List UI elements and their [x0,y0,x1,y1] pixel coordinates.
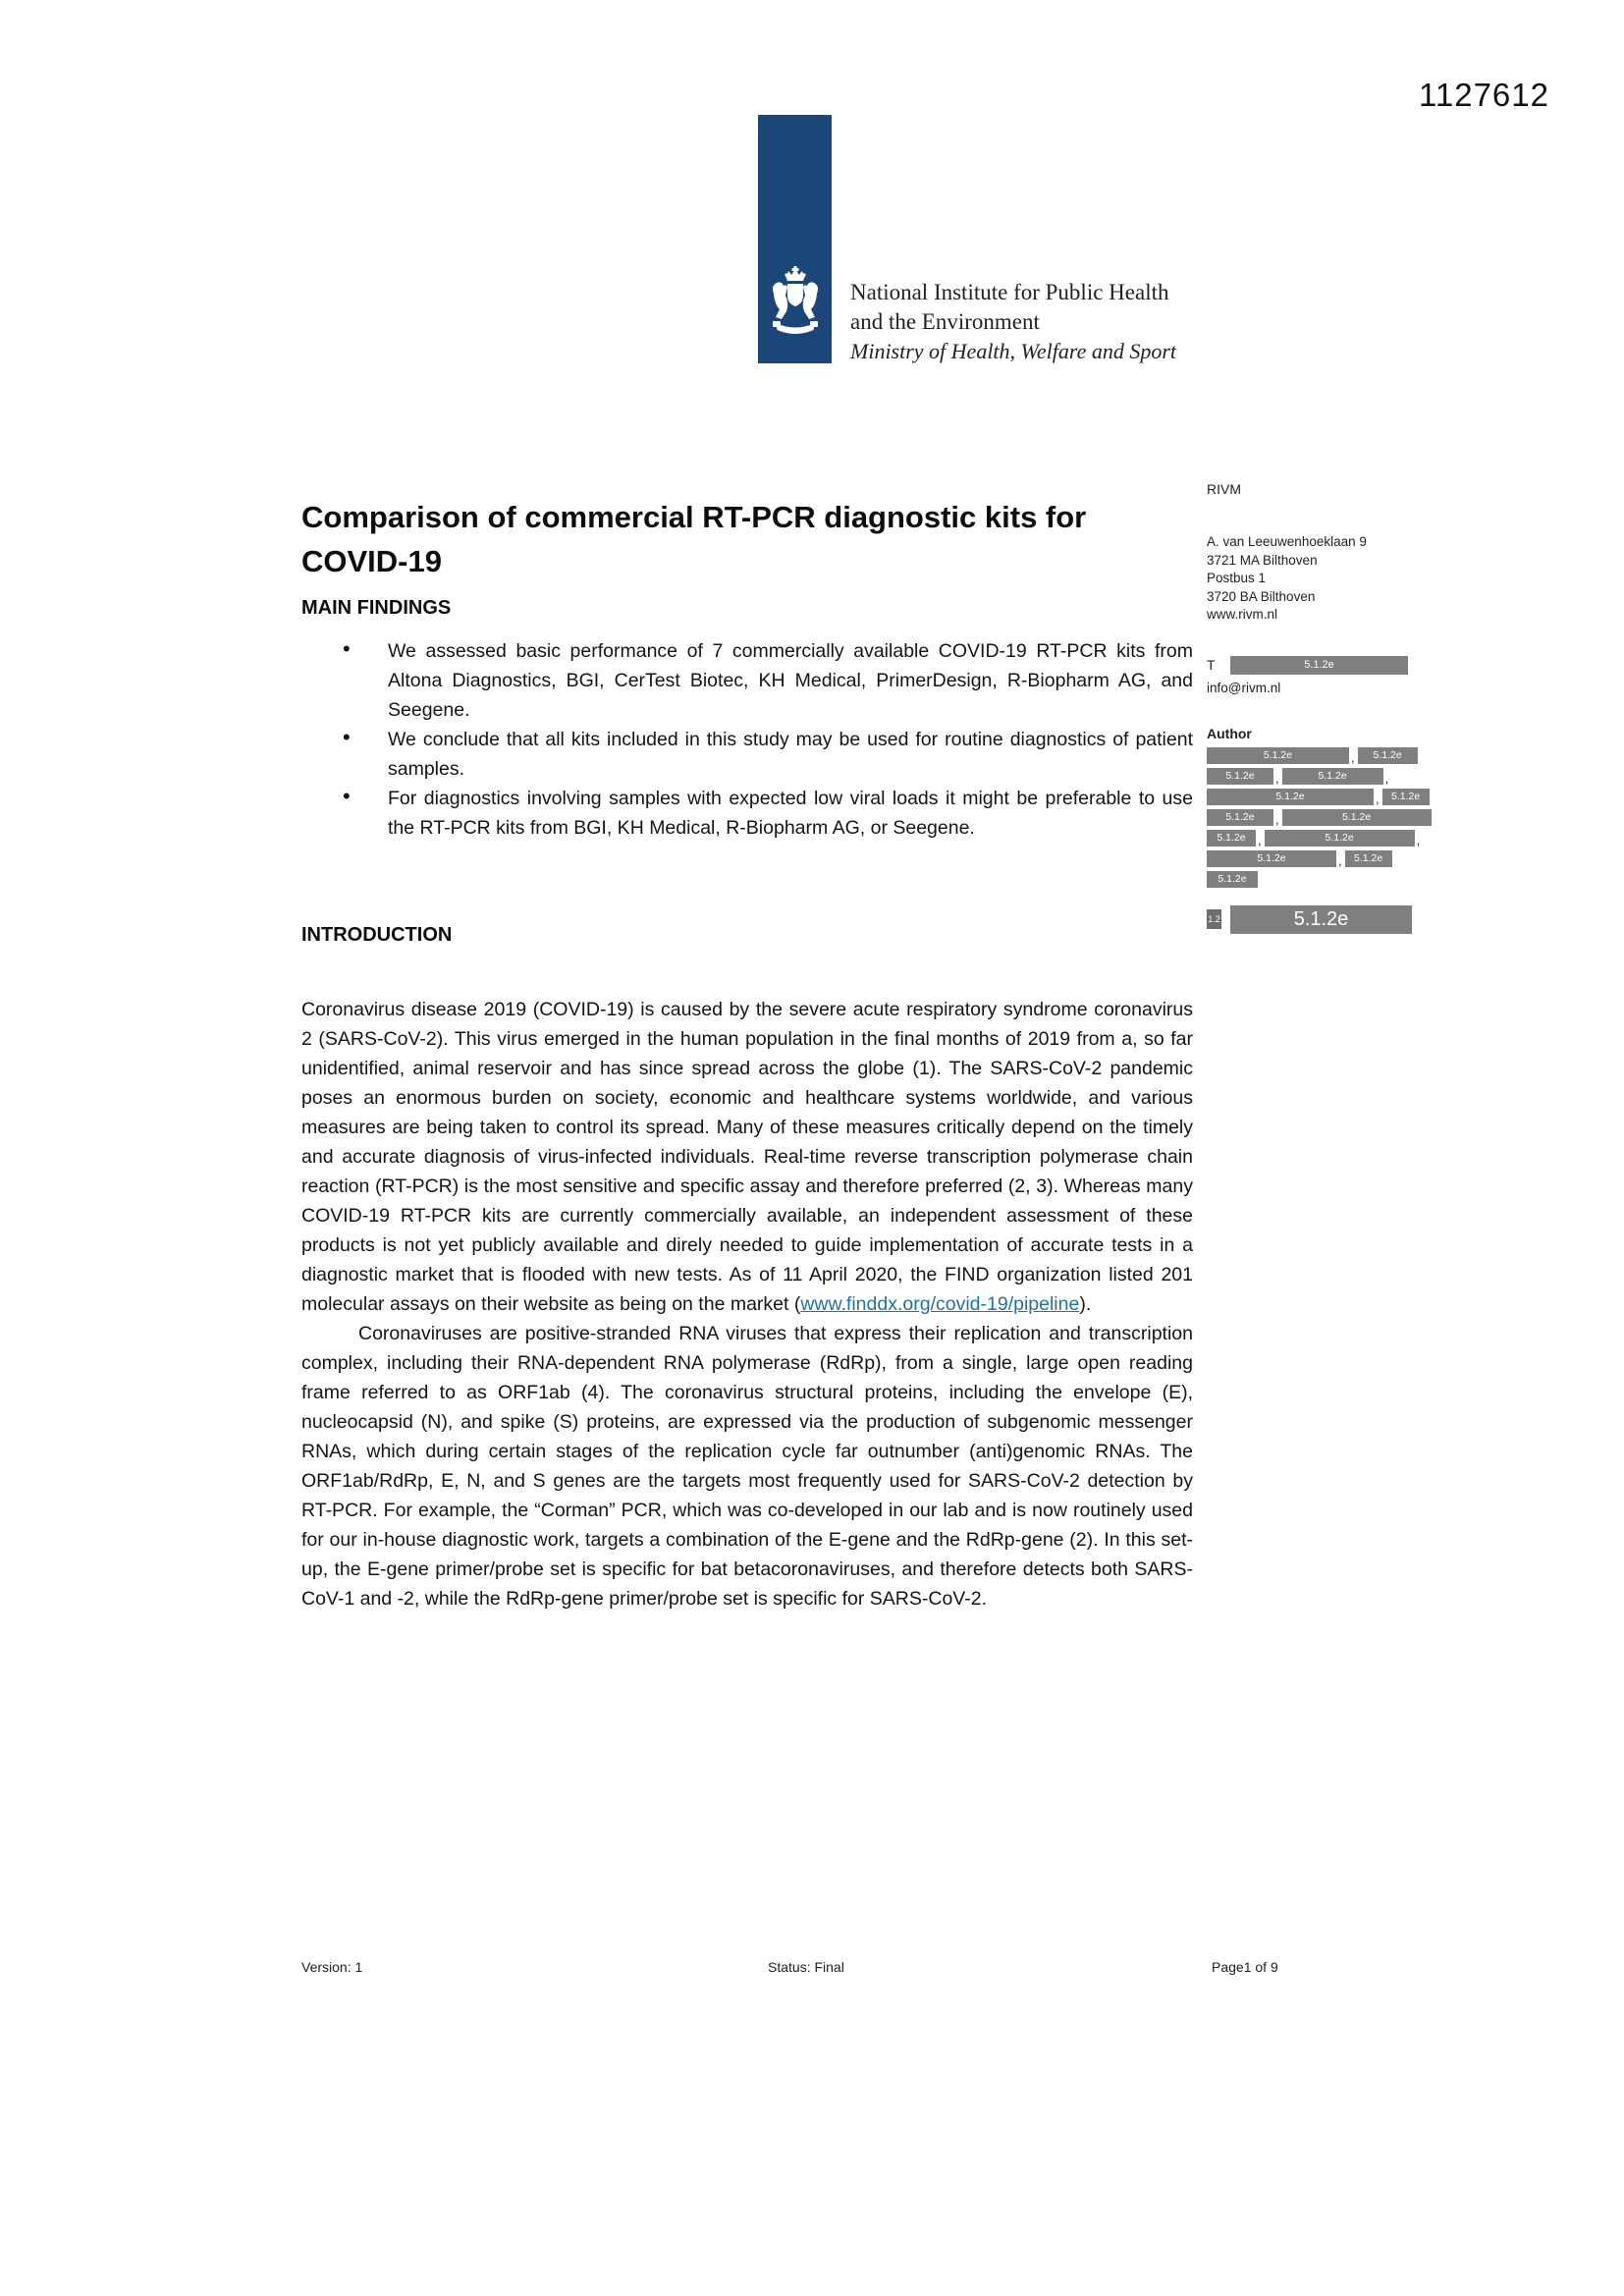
intro-paragraph-1 [301,995,1193,1319]
redaction-box: 5.1.2e [1345,850,1392,867]
redaction-box: 5.1.2e [1207,789,1374,805]
redaction-box: 5.1.2e [1282,809,1432,826]
phone-row [1207,656,1440,675]
main-findings-heading: MAIN FINDINGS [301,597,452,619]
redaction-box: 5.1.2e [1207,850,1336,867]
intro-p1-text: Coronavirus disease 2019 (COVID-19) is caused by the severe acute respiratory syndrome coronavirus 2 (SARS-CoV-2). This virus emerged in the human population in the final months of 2019 from a, so far unidentified, animal reservoir and has since spread across the globe (1). The SARS-CoV-2 pandemic poses an enormous burden on society, economic and healthcare systems worldwide, and various measures are being taken to control its spread. Many of these measures critically depend on the timely and accurate diagnosis of virus-infected individuals. Real-time reverse transcription polymerase chain reaction (RT-PCR) is the most sensitive and specific assay and therefore preferred (2, 3). Whereas many COVID-19 RT-PCR kits are currently commercially available, an independent assessment of these products is not yet publicly available and direly needed to guide implementation of accurate tests in a diagnostic market that is flooded with new tests. As of 11 April 2020, the FIND organization listed 201 molecular assays on their website as being on the market ( [301,999,1193,1315]
footer-page-number: Page1 of 9 [1212,1959,1278,1975]
intro-p1-tail: ). [1079,1293,1092,1315]
org-name-line2: and the Environment [850,309,1040,334]
author-redaction-list [1207,747,1440,888]
author-row [1207,747,1440,764]
redaction-box: 5.1.2e [1207,809,1273,826]
author-row [1207,871,1440,888]
sidebar-org-name: RIVM [1207,481,1241,497]
redaction-box: 5.1.2e [1382,789,1430,805]
contact-sidebar [1207,481,1440,934]
rijksoverheid-logo-bar [758,115,832,363]
redaction-box: 5.1.2e [1265,830,1415,847]
finding-bullet: • We conclude that all kits included in this study may be used for routine diagnostics of patient samples. [301,725,1193,784]
finddx-pipeline-link[interactable]: www.finddx.org/covid-19/pipeline [800,1293,1080,1315]
address-line: 3721 MA Bilthoven [1207,552,1318,568]
author-separator: , [1376,791,1380,806]
partial-redaction-box: 1.2 [1207,909,1221,929]
author-separator: , [1275,811,1279,827]
introduction-body [301,995,1193,1613]
address-line: 3720 BA Bilthoven [1207,588,1316,604]
redaction-box: 5.1.2e [1207,747,1349,764]
address-line: A. van Leeuwenhoeklaan 9 [1207,534,1367,549]
org-name-line1: National Institute for Public Health [850,280,1169,304]
address-block [1207,533,1440,625]
intro-paragraph-2: Coronaviruses are positive-stranded RNA viruses that express their replication and transcription complex, including their RNA-dependent RNA polymerase (RdRp), from a single, large open reading frame referred to as ORF1ab (4). The coronavirus structural proteins, including the envelope (E), nucleocapsid (N), and spike (S) proteins, are expressed via the production of subgenomic messenger RNAs, which during certain stages of the replication cycle far outnumber (anti)genomic RNAs. The ORF1ab/RdRp, E, N, and S genes are the targets most frequently used for SARS-CoV-2 detection by RT-PCR. For example, the “Corman” PCR, which was co-developed in our lab and is now routinely used for our in-house diagnostic work, targets a combination of the E-gene and the RdRp-gene (2). In this set-up, the E-gene primer/probe set is specific for bat betacoronaviruses, and therefore detects both SARS-CoV-1 and -2, while the RdRp-gene primer/probe set is specific for SARS-CoV-2. [301,1323,1193,1610]
address-line: Postbus 1 [1207,571,1267,585]
author-separator: , [1338,852,1342,868]
author-row [1207,789,1440,805]
redaction-box: 5.1.2e [1207,768,1273,785]
author-row [1207,850,1440,867]
dutch-coat-of-arms-icon [768,264,823,354]
document-number: 1127612 [1418,77,1549,113]
finding-bullet: • We assessed basic performance of 7 commercially available COVID-19 RT-PCR kits from Altona Diagnostics, BGI, CerTest Biotec, KH Medical, PrimerDesign, R-Biopharm AG, and Seegene. [301,636,1193,725]
introduction-heading: INTRODUCTION [301,924,453,946]
finding-bullet: • For diagnostics involving samples with expected low viral loads it might be preferable to use the RT-PCR kits from BGI, KH Medical, R-Biopharm AG, or Seegene. [301,784,1193,843]
large-redaction-box: 5.1.2e [1230,905,1412,934]
ministry-name: Ministry of Health, Welfare and Sport [850,339,1177,363]
page-title: Comparison of commercial RT-PCR diagnostic kits for COVID-19 [301,499,1087,578]
redaction-box: 5.1.2e [1358,747,1418,764]
author-row [1207,809,1440,826]
redaction-box: 5.1.2e [1207,871,1258,888]
address-line: www.rivm.nl [1207,607,1278,622]
author-separator: , [1351,749,1355,765]
redaction-box: 5.1.2e [1282,768,1383,785]
author-row [1207,768,1440,785]
redaction-box: 5.1.2e [1207,830,1256,847]
phone-label: T [1207,657,1216,673]
author-separator: , [1275,770,1279,786]
author-separator: , [1384,770,1389,786]
author-heading: Author [1207,725,1252,741]
big-redaction-row [1207,905,1440,934]
author-row [1207,830,1440,847]
footer-version: Version: 1 [301,1959,363,1975]
author-separator: , [1416,832,1421,847]
org-name-block [850,278,1176,366]
author-separator: , [1258,832,1262,847]
email-address: info@rivm.nl [1207,680,1281,695]
findings-list [301,636,1193,843]
phone-redaction-box: 5.1.2e [1230,656,1408,675]
footer-status: Status: Final [768,1959,844,1975]
